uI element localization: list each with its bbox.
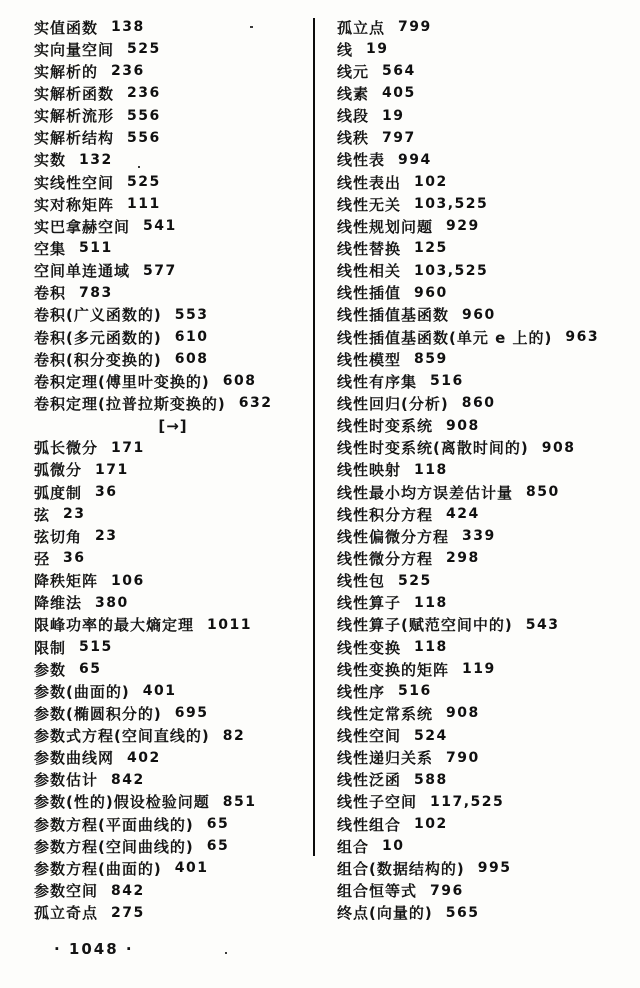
index-entry-row (337, 636, 629, 658)
index-entry-row (337, 658, 629, 680)
entry-page-number: 117,525 (430, 793, 505, 810)
entry-page-number: 960 (414, 284, 448, 301)
left-column (34, 16, 312, 924)
entry-page-number: 10 (382, 838, 405, 855)
entry-term: 组合(数据结构的) (337, 859, 465, 878)
entry-page-number: 908 (541, 439, 576, 456)
index-entry-row (337, 503, 629, 525)
entry-term: 线元 (337, 62, 370, 81)
entry-term: 线性微分方程 (337, 549, 434, 568)
entry-term: 线性插值基函数(单元 e 上的) (337, 328, 553, 347)
entry-term: 卷积 (34, 284, 67, 303)
entry-term: 孤立奇点 (34, 904, 99, 923)
entry-term: 组合恒等式 (337, 882, 418, 901)
index-entry-row (34, 547, 312, 569)
entry-page-number: 125 (414, 240, 448, 257)
entry-page-number: 790 (446, 749, 480, 766)
index-entry-row (34, 614, 312, 636)
entry-page-number: 19 (382, 107, 405, 124)
entry-term: 实向量空间 (34, 40, 115, 59)
index-entry-row (34, 835, 312, 857)
entry-term: 弪 (34, 549, 51, 568)
entry-term: 线性映射 (337, 461, 402, 480)
entry-page-number: 610 (174, 329, 209, 346)
entry-term: 线性插值 (337, 284, 402, 303)
index-entry-row (34, 260, 312, 282)
entry-page-number: 796 (430, 882, 464, 899)
index-entry-row (337, 592, 629, 614)
index-entry-row (337, 570, 629, 592)
entry-page-number: 516 (430, 373, 464, 390)
entry-term: 组合 (337, 837, 370, 856)
scan-speck (225, 952, 227, 954)
index-entry-row (337, 82, 629, 104)
index-entry-row (337, 791, 629, 813)
entry-term: 参数(椭圆积分的) (34, 704, 162, 723)
entry-term: 线性算子 (337, 594, 402, 613)
entry-term: 弧度制 (34, 483, 83, 502)
entry-term: 线性算子(赋范空间中的) (337, 616, 513, 635)
entry-page-number: 275 (111, 904, 145, 921)
index-entry-row (34, 702, 312, 724)
entry-page-number: 118 (414, 461, 448, 478)
scan-speck (250, 26, 253, 28)
entry-page-number: 380 (95, 594, 129, 611)
index-entry-row (34, 171, 312, 193)
entry-page-number: 543 (525, 616, 560, 633)
entry-term: 卷积(多元函数的) (34, 328, 162, 347)
index-entry-row (34, 149, 312, 171)
index-entry-row (34, 680, 312, 702)
entry-term: 线秩 (337, 129, 370, 148)
index-entry-row (34, 193, 312, 215)
entry-term: 线性最小均方误差估计量 (337, 483, 514, 502)
entry-page-number: 65 (79, 661, 102, 678)
entry-page-number: 842 (111, 882, 145, 899)
entry-page-number: 908 (446, 417, 480, 434)
index-entry-row (337, 547, 629, 569)
entry-page-number: 960 (462, 306, 496, 323)
index-entry-row (34, 237, 312, 259)
entry-term: 线性序 (337, 682, 386, 701)
entry-page-number: 859 (414, 351, 448, 368)
index-entry-row (337, 614, 629, 636)
index-entry-row (34, 392, 312, 414)
entry-term: 卷积定理(拉普拉斯变换的) (34, 394, 226, 413)
entry-page-number: 405 (382, 85, 416, 102)
entry-page-number: 515 (79, 639, 113, 655)
entry-page-number: 797 (382, 129, 416, 146)
entry-page-number: 577 (143, 262, 177, 279)
entry-term: 参数式方程(空间直线的) (34, 727, 210, 746)
entry-page-number: 516 (398, 683, 432, 700)
entry-term: 线素 (337, 84, 370, 103)
index-entry-row (34, 503, 312, 525)
entry-term: 孤立点 (337, 18, 386, 37)
index-entry-row (337, 680, 629, 702)
entry-page-number: 963 (565, 329, 600, 346)
entry-page-number: 783 (79, 284, 113, 301)
index-entry-row (34, 747, 312, 769)
entry-page-number: 132 (79, 151, 113, 168)
index-entry-row (34, 282, 312, 304)
entry-page-number: 102 (414, 174, 448, 191)
index-entry-row (337, 127, 629, 149)
entry-term: 弦切角 (34, 527, 83, 546)
entry-page-number: 119 (462, 661, 496, 678)
entry-page-number: 556 (127, 129, 161, 146)
entry-term: 参数曲线网 (34, 749, 115, 768)
index-entry-row (337, 725, 629, 747)
entry-page-number: 111 (127, 196, 161, 213)
entry-page-number: 23 (95, 528, 118, 545)
entry-page-number: 118 (414, 594, 448, 611)
entry-term: 限峰功率的最大熵定理 (34, 616, 195, 635)
entry-term: 实解析的 (34, 62, 99, 81)
entry-page-number: 102 (414, 816, 448, 833)
index-entry-row (34, 38, 312, 60)
entry-term: 线性回归(分析) (337, 394, 449, 413)
entry-page-number: 632 (238, 395, 273, 412)
index-entry-row (34, 326, 312, 348)
index-entry-row (337, 193, 629, 215)
index-entry-row (34, 636, 312, 658)
entry-page-number: 994 (398, 151, 432, 168)
entry-term: 线性插值基函数 (337, 306, 450, 325)
index-entry-row (34, 570, 312, 592)
entry-page-number: 36 (63, 550, 86, 567)
entry-term: 线性表 (337, 151, 386, 170)
entry-term: 参数(曲面的) (34, 682, 130, 701)
continuation-marker-row (34, 415, 312, 437)
entry-page-number: 82 (222, 727, 246, 744)
entry-term: 降维法 (34, 594, 83, 613)
right-column (337, 16, 629, 924)
entry-page-number: 851 (222, 793, 257, 810)
index-entry-row (34, 82, 312, 104)
index-entry-row (34, 725, 312, 747)
entry-term: 线性相关 (337, 262, 402, 281)
index-entry-row (34, 127, 312, 149)
entry-term: 实值函数 (34, 18, 99, 37)
entry-page-number: 588 (414, 771, 448, 788)
entry-page-number: 908 (446, 705, 480, 722)
entry-page-number: 1011 (207, 616, 252, 633)
index-entry-row (337, 16, 629, 38)
entry-page-number: 65 (206, 838, 230, 855)
index-entry-row (34, 879, 312, 901)
index-entry-row (34, 60, 312, 82)
entry-term: 实解析流形 (34, 107, 115, 126)
index-entry-row (34, 791, 312, 813)
entry-term: 弦 (34, 505, 51, 524)
entry-term: 线段 (337, 107, 370, 126)
entry-page-number: 65 (206, 816, 230, 833)
entry-term: 卷积(广义函数的) (34, 306, 162, 325)
index-entry-row (337, 769, 629, 791)
index-entry-row (34, 592, 312, 614)
entry-term: 线性偏微分方程 (337, 527, 450, 546)
entry-page-number: 298 (446, 550, 480, 567)
scan-speck (138, 166, 140, 168)
entry-term: 空集 (34, 239, 67, 258)
index-entry-row (337, 326, 629, 348)
index-entry-row (337, 282, 629, 304)
entry-page-number: 556 (127, 107, 161, 124)
entry-term: 弧微分 (34, 461, 83, 480)
index-entry-row (34, 370, 312, 392)
index-entry-row (34, 525, 312, 547)
entry-term: 实解析函数 (34, 84, 115, 103)
entry-term: 终点(向量的) (337, 904, 433, 923)
entry-page-number: 564 (382, 63, 416, 80)
entry-page-number: 118 (414, 639, 448, 655)
entry-page-number: 525 (398, 572, 432, 589)
entry-page-number: 339 (462, 528, 496, 545)
index-entry-row (34, 658, 312, 680)
index-entry-row (34, 304, 312, 326)
entry-page-number: 171 (95, 461, 129, 478)
index-entry-row (337, 38, 629, 60)
index-entry-row (34, 16, 312, 38)
index-entry-row (337, 260, 629, 282)
index-entry-row (337, 304, 629, 326)
entry-term: 实巴拿赫空间 (34, 217, 131, 236)
entry-page-number: 402 (127, 749, 161, 766)
entry-page-number: 695 (174, 705, 209, 722)
entry-term: 线性包 (337, 572, 386, 591)
entry-term: 弧长微分 (34, 439, 99, 458)
entry-term: 线性时变系统 (337, 417, 434, 436)
index-entry-row (34, 481, 312, 503)
index-entry-row (34, 348, 312, 370)
entry-term: 线性表出 (337, 173, 402, 192)
index-entry-row (34, 105, 312, 127)
index-entry-row (34, 769, 312, 791)
entry-term: 参数方程(平面曲线的) (34, 815, 194, 834)
index-entry-row (337, 481, 629, 503)
index-entry-row (34, 902, 312, 924)
entry-page-number: 608 (222, 373, 257, 390)
entry-term: 线性有序集 (337, 372, 418, 391)
entry-term: 降秩矩阵 (34, 572, 99, 591)
index-entry-row (337, 702, 629, 724)
entry-page-number: 23 (63, 506, 86, 523)
entry-term: 线性组合 (337, 815, 402, 834)
index-entry-row (337, 171, 629, 193)
entry-term: 线性时变系统(离散时间的) (337, 439, 529, 458)
index-entry-row (337, 105, 629, 127)
entry-term: 实解析结构 (34, 129, 115, 148)
entry-page-number: 401 (142, 683, 177, 700)
entry-term: 实数 (34, 151, 67, 170)
entry-term: 空间单连通域 (34, 262, 131, 281)
entry-term: 参数(性的)假设检验问题 (34, 793, 210, 812)
index-entry-row (337, 813, 629, 835)
entry-term: 参数空间 (34, 882, 99, 901)
index-entry-row (337, 902, 629, 924)
entry-page-number: 19 (366, 41, 389, 58)
entry-page-number: 608 (174, 351, 209, 368)
entry-page-number: 541 (143, 218, 177, 235)
index-entry-row (337, 237, 629, 259)
entry-term: 线性空间 (337, 727, 402, 746)
index-entry-row (337, 348, 629, 370)
entry-page-number: 850 (526, 484, 560, 501)
entry-term: 线性变换的矩阵 (337, 660, 450, 679)
entry-page-number: 171 (111, 439, 145, 456)
entry-page-number: 525 (127, 41, 161, 58)
index-entry-row (337, 215, 629, 237)
index-entry-row (337, 747, 629, 769)
index-entry-row (337, 879, 629, 901)
entry-term: 线性子空间 (337, 793, 418, 812)
entry-term: 卷积(积分变换的) (34, 350, 162, 369)
entry-page-number: 401 (174, 860, 209, 877)
entry-page-number: 103,525 (414, 262, 489, 279)
entry-term: 参数 (34, 660, 67, 679)
entry-page-number: 524 (414, 727, 448, 744)
index-entry-row (337, 60, 629, 82)
entry-page-number: 565 (445, 904, 480, 921)
entry-page-number: 511 (79, 240, 113, 257)
index-entry-row (337, 437, 629, 459)
column-divider-line (313, 18, 315, 856)
entry-page-number: 236 (127, 85, 161, 102)
index-entry-row (34, 857, 312, 879)
entry-page-number: 36 (95, 484, 118, 501)
entry-term: 线性替换 (337, 239, 402, 258)
index-entry-row (337, 459, 629, 481)
entry-page-number: 995 (477, 860, 512, 877)
entry-term: 线性无关 (337, 195, 402, 214)
entry-term: 参数方程(空间曲线的) (34, 837, 194, 856)
entry-term: 线性模型 (337, 350, 402, 369)
entry-term: 线性定常系统 (337, 704, 434, 723)
entry-term: 线性泛函 (337, 771, 402, 790)
entry-term: 限制 (34, 638, 67, 657)
entry-term: 线性规划问题 (337, 217, 434, 236)
entry-page-number: 236 (111, 63, 145, 80)
page-number-footer: · 1048 · (54, 940, 134, 958)
index-entry-row (34, 813, 312, 835)
index-entry-row (337, 392, 629, 414)
entry-page-number: 929 (446, 218, 480, 235)
entry-term: 线性积分方程 (337, 505, 434, 524)
index-entry-row (337, 835, 629, 857)
entry-page-number: 138 (111, 19, 145, 36)
index-entry-row (337, 149, 629, 171)
entry-term: 参数方程(曲面的) (34, 859, 162, 878)
entry-page-number: 525 (127, 174, 161, 191)
entry-term: 参数估计 (34, 771, 99, 790)
index-entry-row (337, 370, 629, 392)
entry-term: 线 (337, 40, 354, 59)
index-entry-row (34, 437, 312, 459)
index-entry-row (34, 215, 312, 237)
index-entry-row (337, 415, 629, 437)
entry-page-number: 799 (398, 19, 432, 36)
entry-term: 实对称矩阵 (34, 195, 115, 214)
index-entry-row (337, 525, 629, 547)
entry-page-number: 842 (111, 771, 145, 788)
entry-page-number: 106 (111, 572, 145, 589)
entry-page-number: 103,525 (414, 196, 489, 213)
continuation-marker: [→] (158, 416, 188, 435)
entry-term: 线性变换 (337, 638, 402, 657)
entry-term: 线性递归关系 (337, 749, 434, 768)
entry-page-number: 424 (446, 506, 480, 523)
index-entry-row (337, 857, 629, 879)
entry-page-number: 553 (174, 306, 209, 323)
entry-term: 卷积定理(傅里叶变换的) (34, 372, 210, 391)
index-entry-row (34, 459, 312, 481)
entry-page-number: 860 (461, 395, 496, 412)
entry-term: 实线性空间 (34, 173, 115, 192)
